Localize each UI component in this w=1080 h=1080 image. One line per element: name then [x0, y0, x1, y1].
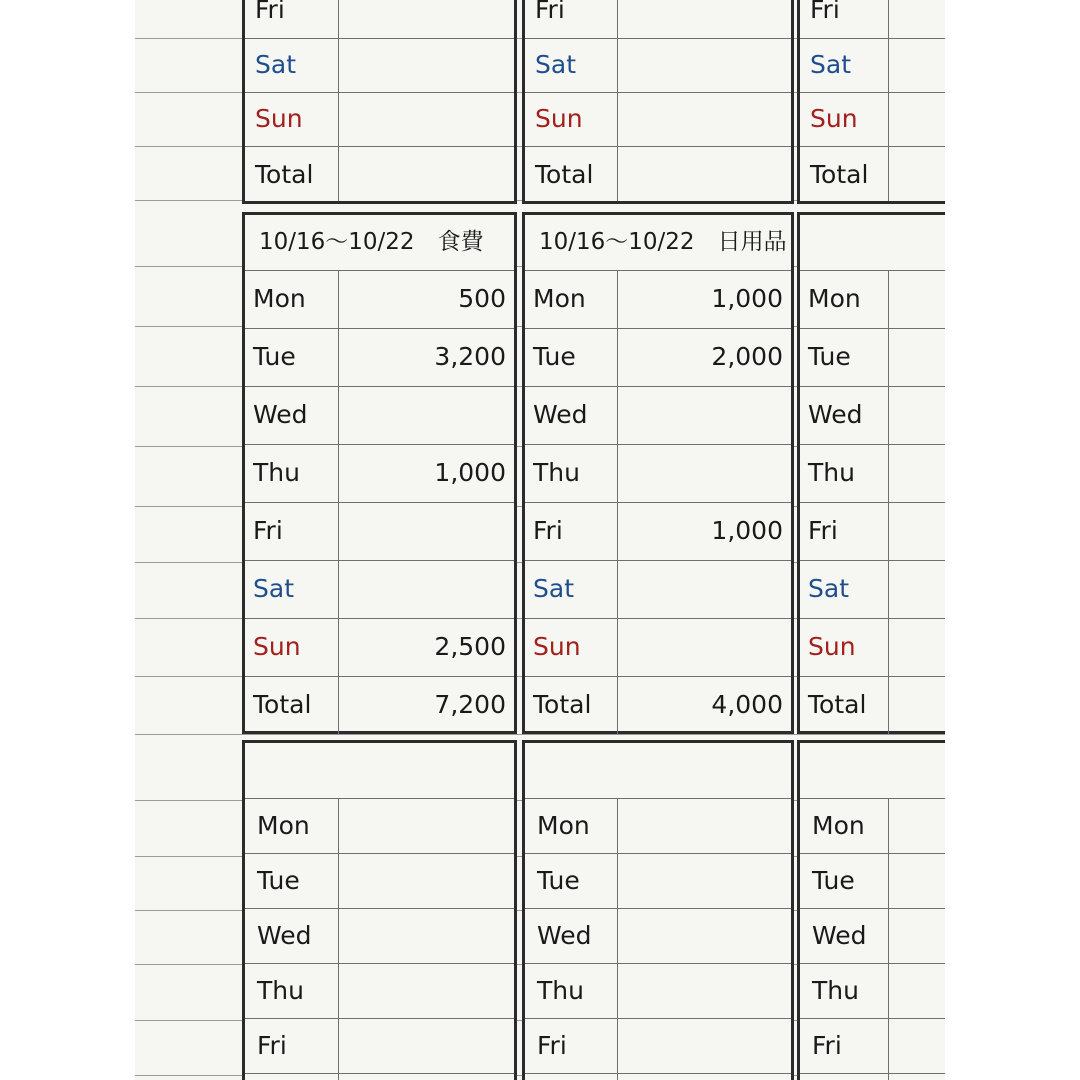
next-week-card — [242, 740, 517, 1080]
day-label-wed: Wed — [812, 921, 867, 950]
day-label-fri: Fri — [812, 1031, 842, 1060]
card-header-title: 10/16～10/22 日用品 — [539, 229, 787, 255]
amount-mon: 1,000 — [711, 284, 783, 313]
day-label-sat: Sat — [253, 574, 294, 603]
day-label-sun: Sun — [253, 632, 301, 661]
header-divider — [525, 798, 791, 799]
next-week-card — [522, 740, 794, 1080]
header-divider — [800, 798, 945, 799]
day-label-total: Total — [255, 160, 314, 189]
day-label-wed: Wed — [808, 400, 863, 429]
ruled-line — [135, 734, 945, 735]
column-divider — [888, 0, 889, 201]
row-divider — [245, 908, 514, 909]
row-divider — [800, 92, 945, 93]
row-divider — [245, 1018, 514, 1019]
day-label-thu: Thu — [537, 976, 584, 1005]
day-label-sat: Sat — [533, 574, 574, 603]
row-divider — [245, 853, 514, 854]
row-divider — [800, 1073, 945, 1074]
row-divider — [245, 386, 514, 387]
day-label-sat: Sat — [810, 50, 851, 79]
day-label-fri: Fri — [810, 0, 840, 24]
day-label-mon: Mon — [537, 811, 590, 840]
amount-fri: 1,000 — [711, 516, 783, 545]
amount-sun: 2,500 — [434, 632, 506, 661]
day-label-sun: Sun — [808, 632, 856, 661]
row-divider — [245, 676, 514, 677]
top-week-card — [797, 0, 945, 204]
row-divider — [245, 328, 514, 329]
day-label-total: Total — [253, 690, 312, 719]
column-divider — [888, 798, 889, 1080]
day-label-sun: Sun — [535, 104, 583, 133]
column-divider — [617, 0, 618, 201]
row-divider — [800, 853, 945, 854]
row-divider — [525, 502, 791, 503]
row-divider — [525, 676, 791, 677]
amount-total: 4,000 — [711, 690, 783, 719]
day-label-tue: Tue — [533, 342, 576, 371]
row-divider — [525, 328, 791, 329]
header-divider — [245, 270, 514, 271]
day-label-tue: Tue — [253, 342, 296, 371]
day-label-thu: Thu — [808, 458, 855, 487]
row-divider — [245, 618, 514, 619]
row-divider — [800, 328, 945, 329]
header-divider — [245, 798, 514, 799]
week-expense-card — [797, 212, 945, 734]
day-label-tue: Tue — [537, 866, 580, 895]
day-label-tue: Tue — [257, 866, 300, 895]
day-label-sat: Sat — [808, 574, 849, 603]
week-expense-card — [522, 212, 794, 734]
day-label-fri: Fri — [535, 0, 565, 24]
row-divider — [245, 146, 514, 147]
notebook-page — [135, 0, 945, 1080]
day-label-thu: Thu — [533, 458, 580, 487]
row-divider — [525, 444, 791, 445]
row-divider — [525, 853, 791, 854]
day-label-mon: Mon — [253, 284, 306, 313]
row-divider — [525, 146, 791, 147]
day-label-wed: Wed — [253, 400, 308, 429]
row-divider — [525, 386, 791, 387]
day-label-fri: Fri — [257, 1031, 287, 1060]
amount-total: 7,200 — [434, 690, 506, 719]
row-divider — [245, 502, 514, 503]
day-label-total: Total — [535, 160, 594, 189]
row-divider — [800, 908, 945, 909]
day-label-fri: Fri — [253, 516, 283, 545]
day-label-wed: Wed — [533, 400, 588, 429]
row-divider — [800, 618, 945, 619]
row-divider — [800, 386, 945, 387]
day-label-thu: Thu — [253, 458, 300, 487]
row-divider — [800, 560, 945, 561]
day-label-sun: Sun — [255, 104, 303, 133]
day-label-total: Total — [810, 160, 869, 189]
header-divider — [525, 270, 791, 271]
amount-thu: 1,000 — [434, 458, 506, 487]
row-divider — [245, 444, 514, 445]
amount-mon: 500 — [458, 284, 506, 313]
day-label-total: Total — [533, 690, 592, 719]
row-divider — [245, 38, 514, 39]
next-week-card — [797, 740, 945, 1080]
row-divider — [245, 1073, 514, 1074]
top-week-card — [242, 0, 517, 204]
day-label-wed: Wed — [257, 921, 312, 950]
day-label-sat: Sat — [535, 50, 576, 79]
row-divider — [245, 92, 514, 93]
day-label-fri: Fri — [808, 516, 838, 545]
day-label-total: Total — [808, 690, 867, 719]
row-divider — [525, 1018, 791, 1019]
top-week-card — [522, 0, 794, 204]
week-expense-card — [242, 212, 517, 734]
amount-tue: 2,000 — [711, 342, 783, 371]
column-divider — [617, 798, 618, 1080]
day-label-mon: Mon — [257, 811, 310, 840]
day-label-sun: Sun — [533, 632, 581, 661]
row-divider — [800, 502, 945, 503]
row-divider — [525, 560, 791, 561]
day-label-fri: Fri — [537, 1031, 567, 1060]
row-divider — [525, 92, 791, 93]
row-divider — [245, 560, 514, 561]
day-label-fri: Fri — [255, 0, 285, 24]
row-divider — [800, 1018, 945, 1019]
row-divider — [525, 963, 791, 964]
day-label-tue: Tue — [808, 342, 851, 371]
row-divider — [800, 146, 945, 147]
row-divider — [800, 676, 945, 677]
day-label-thu: Thu — [257, 976, 304, 1005]
row-divider — [800, 444, 945, 445]
day-label-wed: Wed — [537, 921, 592, 950]
day-label-mon: Mon — [533, 284, 586, 313]
row-divider — [525, 618, 791, 619]
amount-tue: 3,200 — [434, 342, 506, 371]
row-divider — [525, 908, 791, 909]
row-divider — [245, 963, 514, 964]
header-divider — [800, 270, 945, 271]
day-label-sun: Sun — [810, 104, 858, 133]
column-divider — [338, 0, 339, 201]
row-divider — [800, 963, 945, 964]
day-label-mon: Mon — [812, 811, 865, 840]
row-divider — [800, 38, 945, 39]
day-label-mon: Mon — [808, 284, 861, 313]
day-label-sat: Sat — [255, 50, 296, 79]
card-header-title: 10/16～10/22 食費 — [259, 229, 484, 255]
day-label-thu: Thu — [812, 976, 859, 1005]
day-label-fri: Fri — [533, 516, 563, 545]
column-divider — [338, 798, 339, 1080]
row-divider — [525, 38, 791, 39]
row-divider — [525, 1073, 791, 1074]
day-label-tue: Tue — [812, 866, 855, 895]
